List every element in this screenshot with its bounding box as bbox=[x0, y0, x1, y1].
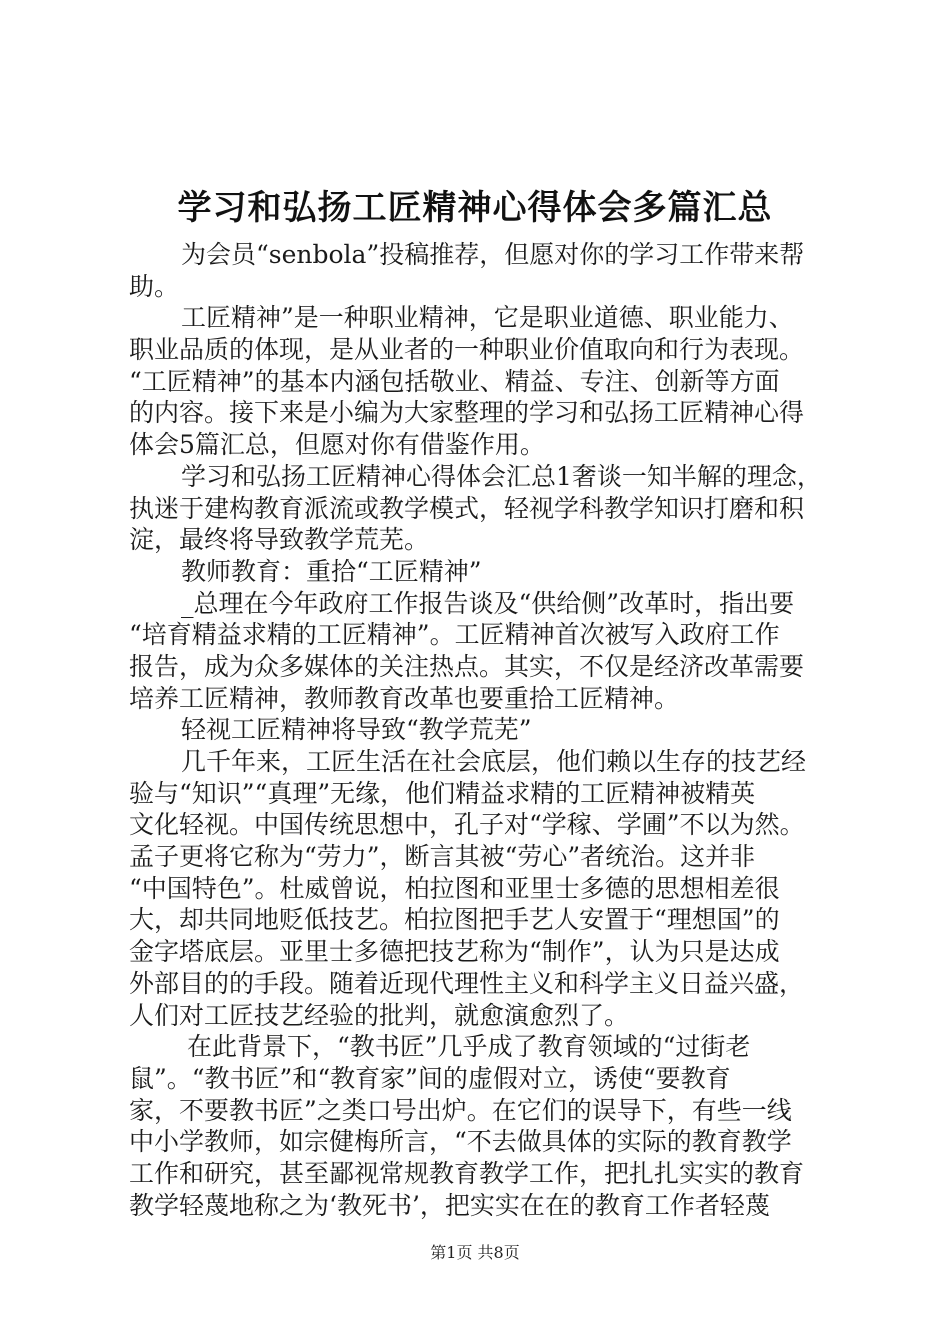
body-line: 孟子更将它称为“劳力”，断言其被“劳心”者统治。这并非 bbox=[129, 842, 756, 872]
body-line: 培养工匠精神，教师教育改革也要重拾工匠精神。 bbox=[129, 683, 680, 713]
body-line: 为会员“senbola”投稿推荐，但愿对你的学习工作带来帮 bbox=[181, 240, 805, 269]
body-line: 人们对工匠技艺经验的批判，就愈演愈烈了。 bbox=[129, 1000, 630, 1030]
document-title: 学习和弘扬工匠精神心得体会多篇汇总 bbox=[177, 188, 773, 228]
body-line: 在此背景下，“教书匠”几乎成了教育领域的“过街老 bbox=[187, 1032, 751, 1062]
body-line: 工作和研究，甚至鄙视常规教育教学工作，把扎扎实实的教育 bbox=[129, 1158, 805, 1188]
body-line: 金字塔底层。亚里士多德把技艺称为“制作”，认为只是达成 bbox=[129, 937, 780, 967]
body-line: 执迷于建构教育派流或教学模式，轻视学科教学知识打磨和积 bbox=[129, 493, 805, 523]
document-body bbox=[129, 239, 829, 1221]
page-footer: 第1页 共8页 bbox=[430, 1243, 520, 1262]
body-line: 外部目的的手段。随着近现代理性主义和科学主义日益兴盛， bbox=[129, 968, 805, 998]
body-line: 报告，成为众多媒体的关注热点。其实，不仅是经济改革需要 bbox=[129, 651, 805, 681]
body-line: 几千年来，工匠生活在社会底层，他们赖以生存的技艺经 bbox=[181, 747, 807, 776]
body-line: “中国特色”。杜威曾说，柏拉图和亚里士多德的思想相差很 bbox=[129, 873, 780, 903]
body-line: “工匠精神”的基本内涵包括敬业、精益、专注、创新等方面 bbox=[129, 366, 780, 396]
body-line: 轻视工匠精神将导致“教学荒芜” bbox=[181, 715, 532, 745]
body-line: 的内容。接下来是小编为大家整理的学习和弘扬工匠精神心得 bbox=[129, 398, 805, 428]
body-line: 鼠”。“教书匠”和“教育家”间的虚假对立，诱使“要教育 bbox=[129, 1063, 731, 1093]
body-line: 助。 bbox=[129, 271, 180, 301]
body-line: 体会5篇汇总，但愿对你有借鉴作用。 bbox=[129, 430, 545, 460]
body-line: 验与“知识”“真理”无缘，他们精益求精的工匠精神被精英 bbox=[129, 778, 756, 808]
body-line: 大，却共同地贬低技艺。柏拉图把手艺人安置于“理想国”的 bbox=[129, 905, 780, 935]
body-line: 文化轻视。中国传统思想中，孔子对“学稼、学圃”不以为然。 bbox=[129, 810, 805, 840]
body-line: 淀，最终将导致教学荒芜。 bbox=[129, 525, 430, 555]
body-line: 教师教育：重拾“工匠精神” bbox=[181, 556, 482, 586]
body-line: 教学轻蔑地称之为‘教死书’，把实实在在的教育工作者轻蔑 bbox=[129, 1190, 770, 1220]
body-line: 工匠精神”是一种职业精神，它是职业道德、职业能力、 bbox=[181, 303, 794, 333]
body-line: 学习和弘扬工匠精神心得体会汇总1奢谈一知半解的理念， bbox=[181, 461, 822, 491]
body-line: 职业品质的体现，是从业者的一种职业价值取向和行为表现。 bbox=[129, 335, 805, 365]
body-line: 中小学教师，如宗健梅所言，“不去做具体的实际的教育教学 bbox=[129, 1127, 792, 1157]
body-line: “培育精益求精的工匠精神”。工匠精神首次被写入政府工作 bbox=[129, 620, 780, 650]
body-line: _总理在今年政府工作报告谈及“供给侧”改革时，指出要 bbox=[181, 588, 795, 618]
body-line: 家，不要教书匠”之类口号出炉。在它们的误导下，有些一线 bbox=[129, 1095, 792, 1125]
